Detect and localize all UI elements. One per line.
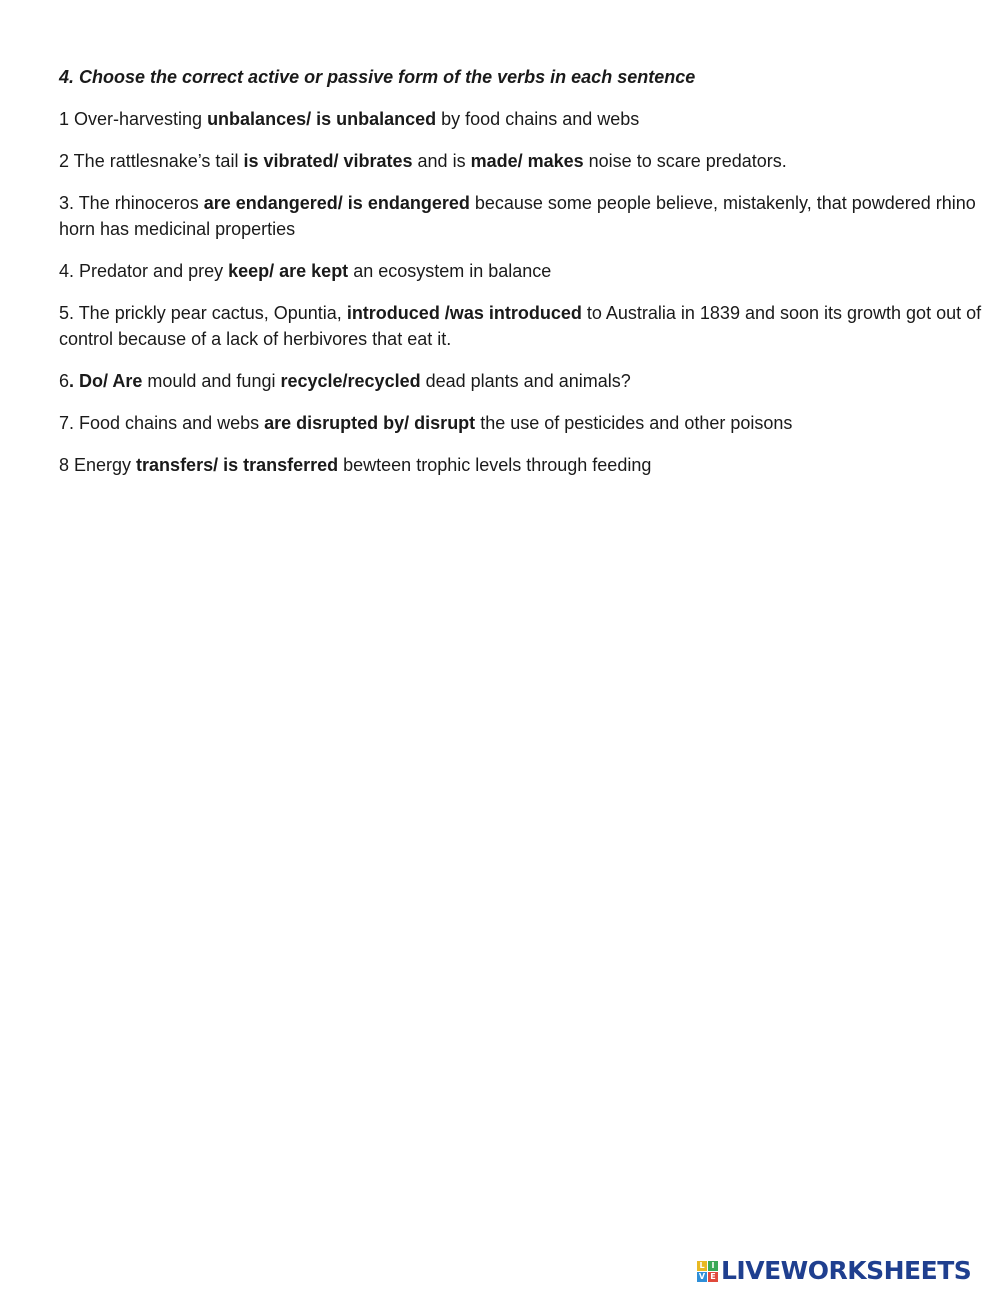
sentence-text: 7. Food chains and webs: [59, 413, 265, 433]
verb-choice: is vibrated/ vibrates: [243, 151, 413, 171]
worksheet: [59, 64, 984, 494]
sentence-text: 3. The rhinoceros: [59, 193, 204, 213]
exercise-items: [59, 106, 984, 478]
sentence-1: [59, 106, 984, 132]
logo-tile-v: V: [698, 1271, 706, 1281]
logo-text: LIVEWORKSHEETS: [721, 1256, 972, 1285]
liveworksheets-logo: [697, 1256, 971, 1286]
verb-choice: recycle/recycled: [280, 371, 421, 391]
sentence-text: mould and fungi: [142, 371, 281, 391]
sentence-text: 8 Energy: [59, 455, 137, 475]
sentence-text: an ecosystem in balance: [348, 261, 552, 281]
liveworksheets-logo-icon: [697, 1261, 718, 1282]
sentence-text: bewteen trophic levels through feeding: [338, 455, 652, 475]
sentence-text: the use of pesticides and other poisons: [475, 413, 793, 433]
verb-choice: introduced /was introduced: [346, 303, 582, 323]
sentence-8: [59, 452, 984, 478]
sentence-4: [59, 258, 984, 284]
verb-choice: unbalances/ is unbalanced: [207, 109, 437, 129]
verb-choice: made/ makes: [470, 151, 584, 171]
sentence-6: [59, 368, 984, 394]
sentence-3: [59, 190, 984, 242]
sentence-text: because some people believe, mistakenly, that powdered rhino horn has medicinal properties: [59, 193, 976, 239]
sentence-5: [59, 300, 984, 352]
logo-tile-l: L: [697, 1261, 707, 1271]
exercise-heading: 4. Choose the correct active or passive form of the verbs in each sentence: [59, 67, 696, 87]
sentence-text: to Australia in 1839 and soon its growth got out of control because of a lack of herbivores that eat it.: [59, 303, 982, 349]
verb-choice: keep/ are kept: [228, 261, 349, 281]
verb-choice: are disrupted by/ disrupt: [264, 413, 476, 433]
verb-choice: are endangered/ is endangered: [203, 193, 470, 213]
sentence-text: 1 Over-harvesting: [59, 109, 208, 129]
sentence-text: 4. Predator and prey: [59, 261, 229, 281]
sentence-text: dead plants and animals?: [420, 371, 631, 391]
sentence-7: [59, 410, 984, 436]
sentence-text: 2 The rattlesnake’s tail: [59, 151, 244, 171]
verb-choice: . Do/ Are: [69, 371, 143, 391]
sentence-text: 6: [59, 371, 70, 391]
logo-tile-e: E: [708, 1272, 718, 1282]
sentence-2: [59, 148, 984, 174]
sentence-text: noise to scare predators.: [583, 151, 787, 171]
verb-choice: transfers/ is transferred: [136, 455, 339, 475]
sentence-text: 5. The prickly pear cactus, Opuntia,: [59, 303, 347, 323]
sentence-text: and is: [412, 151, 471, 171]
sentence-text: by food chains and webs: [436, 109, 640, 129]
logo-tile-i: I: [708, 1261, 718, 1271]
